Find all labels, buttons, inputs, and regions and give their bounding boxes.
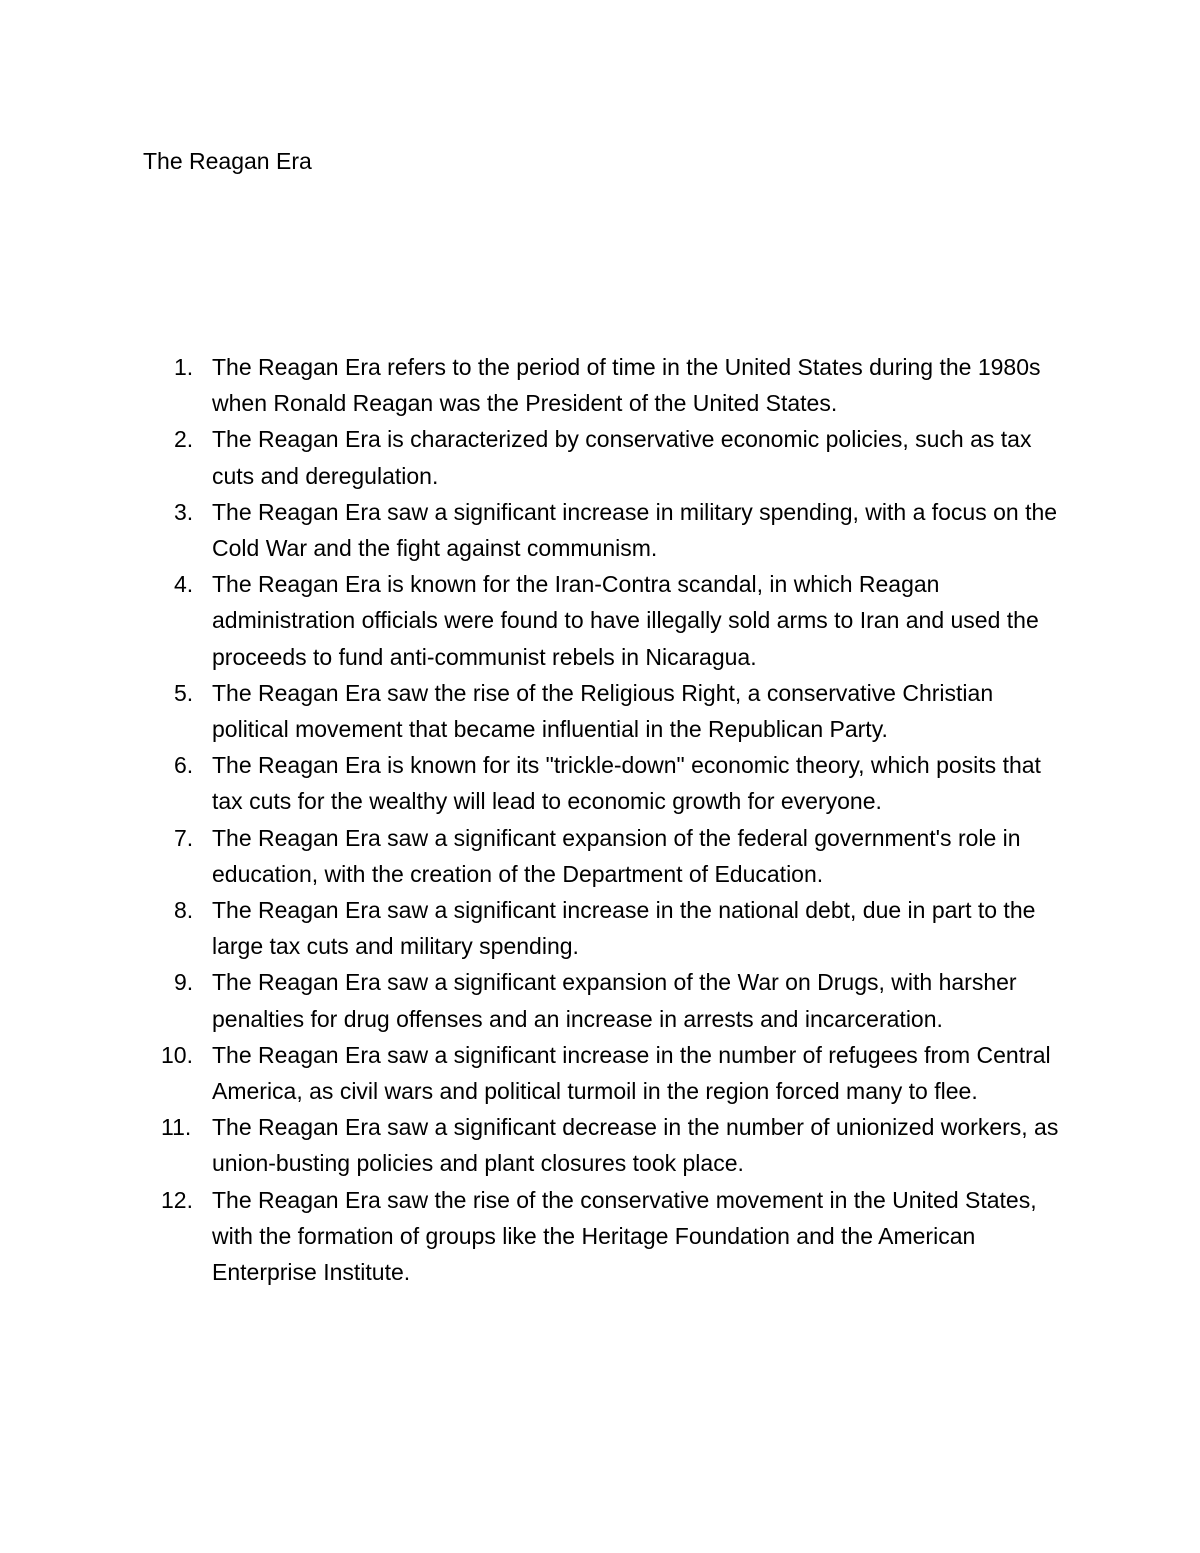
list-item-text: The Reagan Era saw a significant increase in military spending, with a focus on the Cold War and the fight against communism.	[212, 498, 1058, 562]
list-item-text: The Reagan Era is characterized by conservative economic policies, such as tax cuts and deregulation.	[212, 426, 1032, 489]
list-item-number: 8.	[174, 897, 194, 924]
list-item-text: The Reagan Era is known for its "trickle-down" economic theory, which posits that tax cuts for the wealthy will lead to economic growth for everyone.	[212, 752, 1041, 815]
numbered-list	[0, 349, 1200, 1290]
list-item-text: The Reagan Era saw a significant increase in the number of refugees from Central America, as civil wars and political turmoil in the region forced many to flee.	[212, 1041, 1051, 1105]
list-item-number: 12.	[161, 1186, 193, 1213]
list-item	[0, 892, 1062, 964]
list-item-text: The Reagan Era saw a significant increase in the national debt, due in part to the large tax cuts and military spending.	[212, 897, 1036, 960]
list-item	[0, 675, 1062, 747]
list-item	[0, 747, 1062, 819]
list-item-text: The Reagan Era saw a significant expansion of the federal government's role in education, with the creation of the Department of Education.	[212, 824, 1021, 887]
list-item	[0, 964, 1062, 1036]
list-item-number: 2.	[174, 426, 194, 453]
list-item-text: The Reagan Era saw the rise of the Religious Right, a conservative Christian political movement that became influential in the Republican Party.	[212, 679, 994, 743]
list-item-number: 11.	[161, 1114, 192, 1141]
list-item-number: 3.	[174, 498, 194, 525]
list-item	[0, 566, 1062, 675]
list-item	[0, 1037, 1062, 1109]
list-item-number: 5.	[174, 679, 194, 706]
list-item	[0, 421, 1062, 493]
list-item-text: The Reagan Era saw a significant decrease in the number of unionized workers, as union-busting policies and plant closures took place.	[212, 1114, 1059, 1177]
document-title: The Reagan Era	[143, 148, 312, 174]
list-item	[0, 1182, 1062, 1291]
list-item-number: 9.	[174, 969, 194, 996]
list-item-text: The Reagan Era saw a significant expansion of the War on Drugs, with harsher penalties for drug offenses and an increase in arrests and incarceration.	[212, 969, 1017, 1032]
list-item-number: 1.	[174, 354, 194, 380]
list-item	[0, 820, 1062, 892]
list-item-text: The Reagan Era is known for the Iran-Contra scandal, in which Reagan administration officials were found to have illegally sold arms to Iran and used the proceeds to fund anti-communist rebels in Nicaragua.	[212, 571, 1039, 670]
list-item-text: The Reagan Era saw the rise of the conservative movement in the United States, with the formation of groups like the Heritage Foundation and the American Enterprise Institute.	[212, 1186, 1037, 1286]
list-item-text: The Reagan Era refers to the period of time in the United States during the 1980s when Ronald Reagan was the President of the United States.	[212, 354, 1041, 417]
list-item-number: 10.	[161, 1041, 193, 1068]
list-item	[0, 349, 1062, 421]
list-item	[0, 1109, 1062, 1181]
list-item-number: 7.	[174, 824, 194, 851]
list-item-number: 4.	[174, 571, 194, 598]
list-item	[0, 494, 1062, 566]
list-item-number: 6.	[174, 752, 194, 779]
